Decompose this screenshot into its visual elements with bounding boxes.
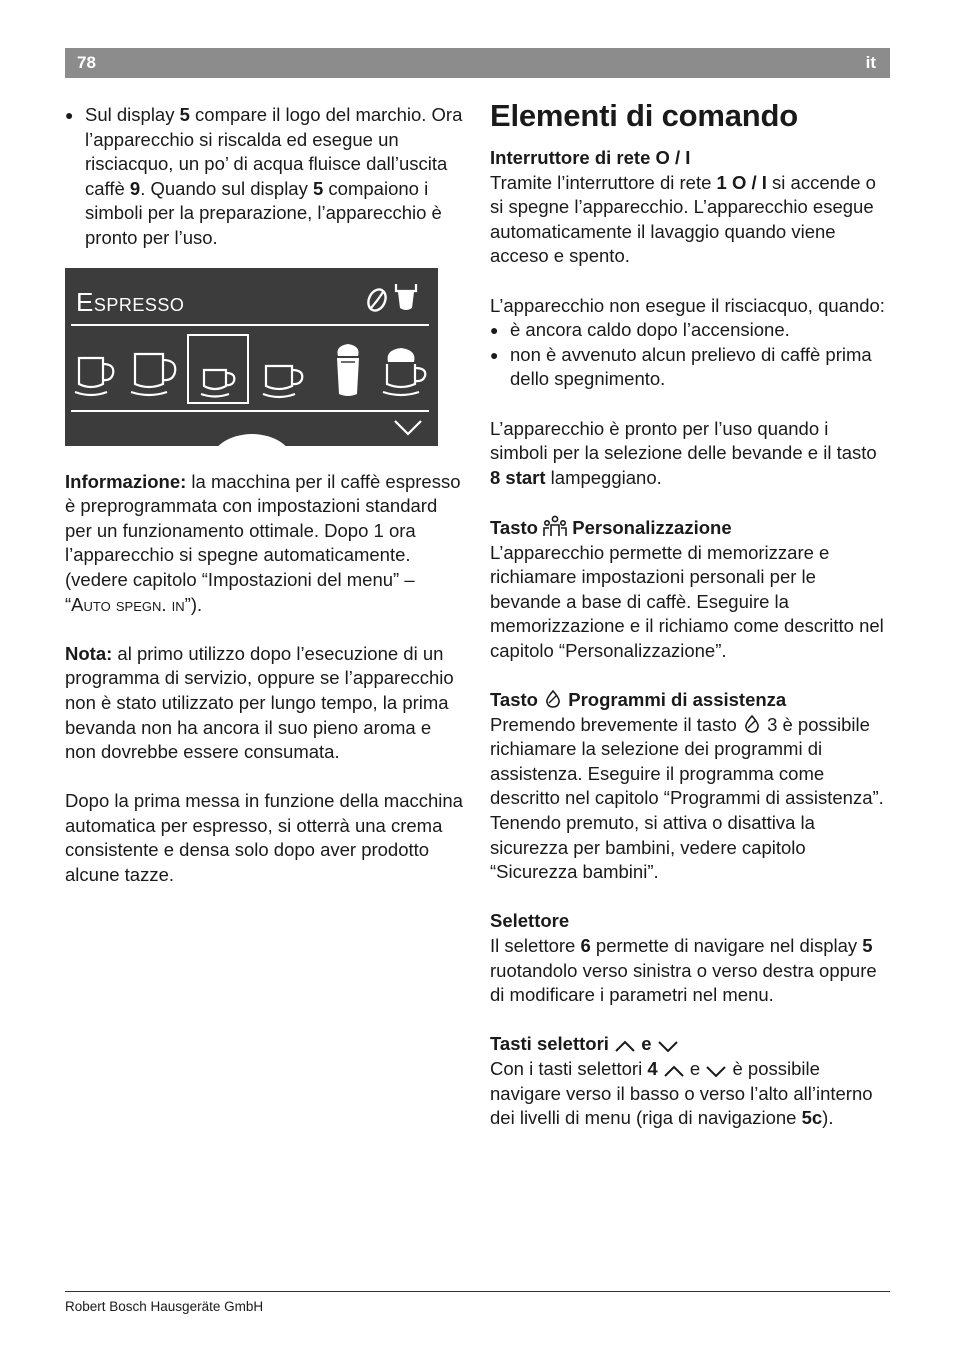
coffee-cup-icon <box>129 348 183 398</box>
display-title: Espresso <box>76 286 185 317</box>
page-header <box>65 48 890 78</box>
chevron-up-icon <box>614 1039 636 1053</box>
intro-bullet: ● Sul display 5 compare il logo del marchio. Ora l’apparecchio si riscalda ed esegue un risciacquo, un po’ di acqua fluisce dall’uscita caffè 9. Quando sul display 5 compaiono i simboli per la preparazione, l’apparecchio è pronto per l’uso. <box>65 103 465 251</box>
selector-paragraph: Il selettore 6 permette di navigare nel display 5 ruotandolo verso sinistra o verso destra oppure di modificare i parametri nel menu. <box>490 935 877 1006</box>
personalization-icon <box>543 515 567 537</box>
switch-heading: Interruttore di rete O / I <box>490 147 691 168</box>
coffee-cup-icon <box>73 350 119 398</box>
cup-size-icon <box>393 281 419 315</box>
left-column <box>65 103 465 888</box>
keys-paragraph: Con i tasti selettori 4 e è possibile navigare verso il basso o verso l’alto all’interno dei livelli di menu (riga di navigazione 5c). <box>490 1057 873 1129</box>
footer-divider <box>65 1291 890 1292</box>
bean-strength-icon <box>365 286 389 314</box>
page-number: 78 <box>77 53 96 72</box>
right-column <box>490 98 890 1131</box>
no-rinse-bullet: ● è ancora caldo dopo l’accensione. <box>490 318 890 343</box>
display-divider-top <box>71 324 429 326</box>
cappuccino-icon <box>381 346 431 400</box>
note-paragraph: Nota: al primo utilizzo dopo l’esecuzione di un programma di servizio, oppure se l’apparecchio non è stato utilizzato per lungo tempo, la prima bevanda non ha ancora il suo pieno aroma e non dovrebbe essere consumata. <box>65 642 454 763</box>
footer-company: Robert Bosch Hausgeräte GmbH <box>65 1299 264 1314</box>
machine-display <box>65 268 438 446</box>
keys-heading: Tasti selettori e <box>490 1032 890 1057</box>
switch-paragraph: Tramite l’interruttore di rete 1 O / I si accende o si spegne l’apparecchio. L’apparecchio esegue automaticamente il lavaggio quando viene acceso e spento. <box>490 171 876 267</box>
coffee-cup-icon <box>261 360 309 400</box>
service-heading: Tasto Programmi di assistenza <box>490 689 787 711</box>
info-paragraph: Informazione: la macchina per il caffè espresso è preprogrammata con impostazioni standard per un funzionamento ottimale. Dopo 1 ora l’apparecchio si spegne automaticamente. (vedere capitolo “Impostazioni del menu” – “Auto spegn. in”). <box>65 470 461 615</box>
service-drop-icon <box>742 714 762 734</box>
language-code: it <box>865 53 876 72</box>
chevron-down-icon <box>705 1064 727 1078</box>
personalization-paragraph: L’apparecchio permette di memorizzare e richiamare impostazioni personali per le bevande a base di caffè. Eseguire la memorizzazione e il richiamo come descritto nel capitolo “Personalizzazione”. <box>490 541 884 661</box>
chevron-down-icon <box>393 418 423 438</box>
child-lock-paragraph: Tenendo premuto, si attiva o disattiva la sicurezza per bambini, vedere capitolo “Sicurezza bambini”. <box>490 812 815 883</box>
service-paragraph: Premendo brevemente il tasto 3 è possibile richiamare la selezione dei programmi di assistenza. Eseguire il programma come descritto nel capitolo “Programmi di assistenza”. <box>490 713 884 809</box>
display-divider-bottom <box>71 410 429 412</box>
latte-glass-icon <box>331 342 365 400</box>
ready-paragraph: L’apparecchio è pronto per l’uso quando i simboli per la selezione delle bevande e il tasto 8 start lampeggiano. <box>490 417 877 488</box>
display-dial-arc <box>210 434 294 446</box>
after-first-use-paragraph: Dopo la prima messa in funzione della macchina automatica per espresso, si otterrà una crema consistente e densa solo dopo aver prodotto alcune tazze. <box>65 790 463 886</box>
no-rinse-bullet: ● non è avvenuto alcun prelievo di caffè prima dello spegnimento. <box>490 343 890 392</box>
coffee-cup-icon <box>199 364 241 400</box>
selector-heading: Selettore <box>490 910 570 932</box>
personalization-heading: Tasto Personalizzazione <box>490 516 732 538</box>
service-drop-icon <box>543 689 563 709</box>
chevron-up-icon <box>663 1064 685 1078</box>
section-title: Elementi di comando <box>490 98 798 133</box>
no-rinse-paragraph: L’apparecchio non esegue il risciacquo, quando: <box>490 294 885 316</box>
chevron-down-icon <box>657 1039 679 1053</box>
